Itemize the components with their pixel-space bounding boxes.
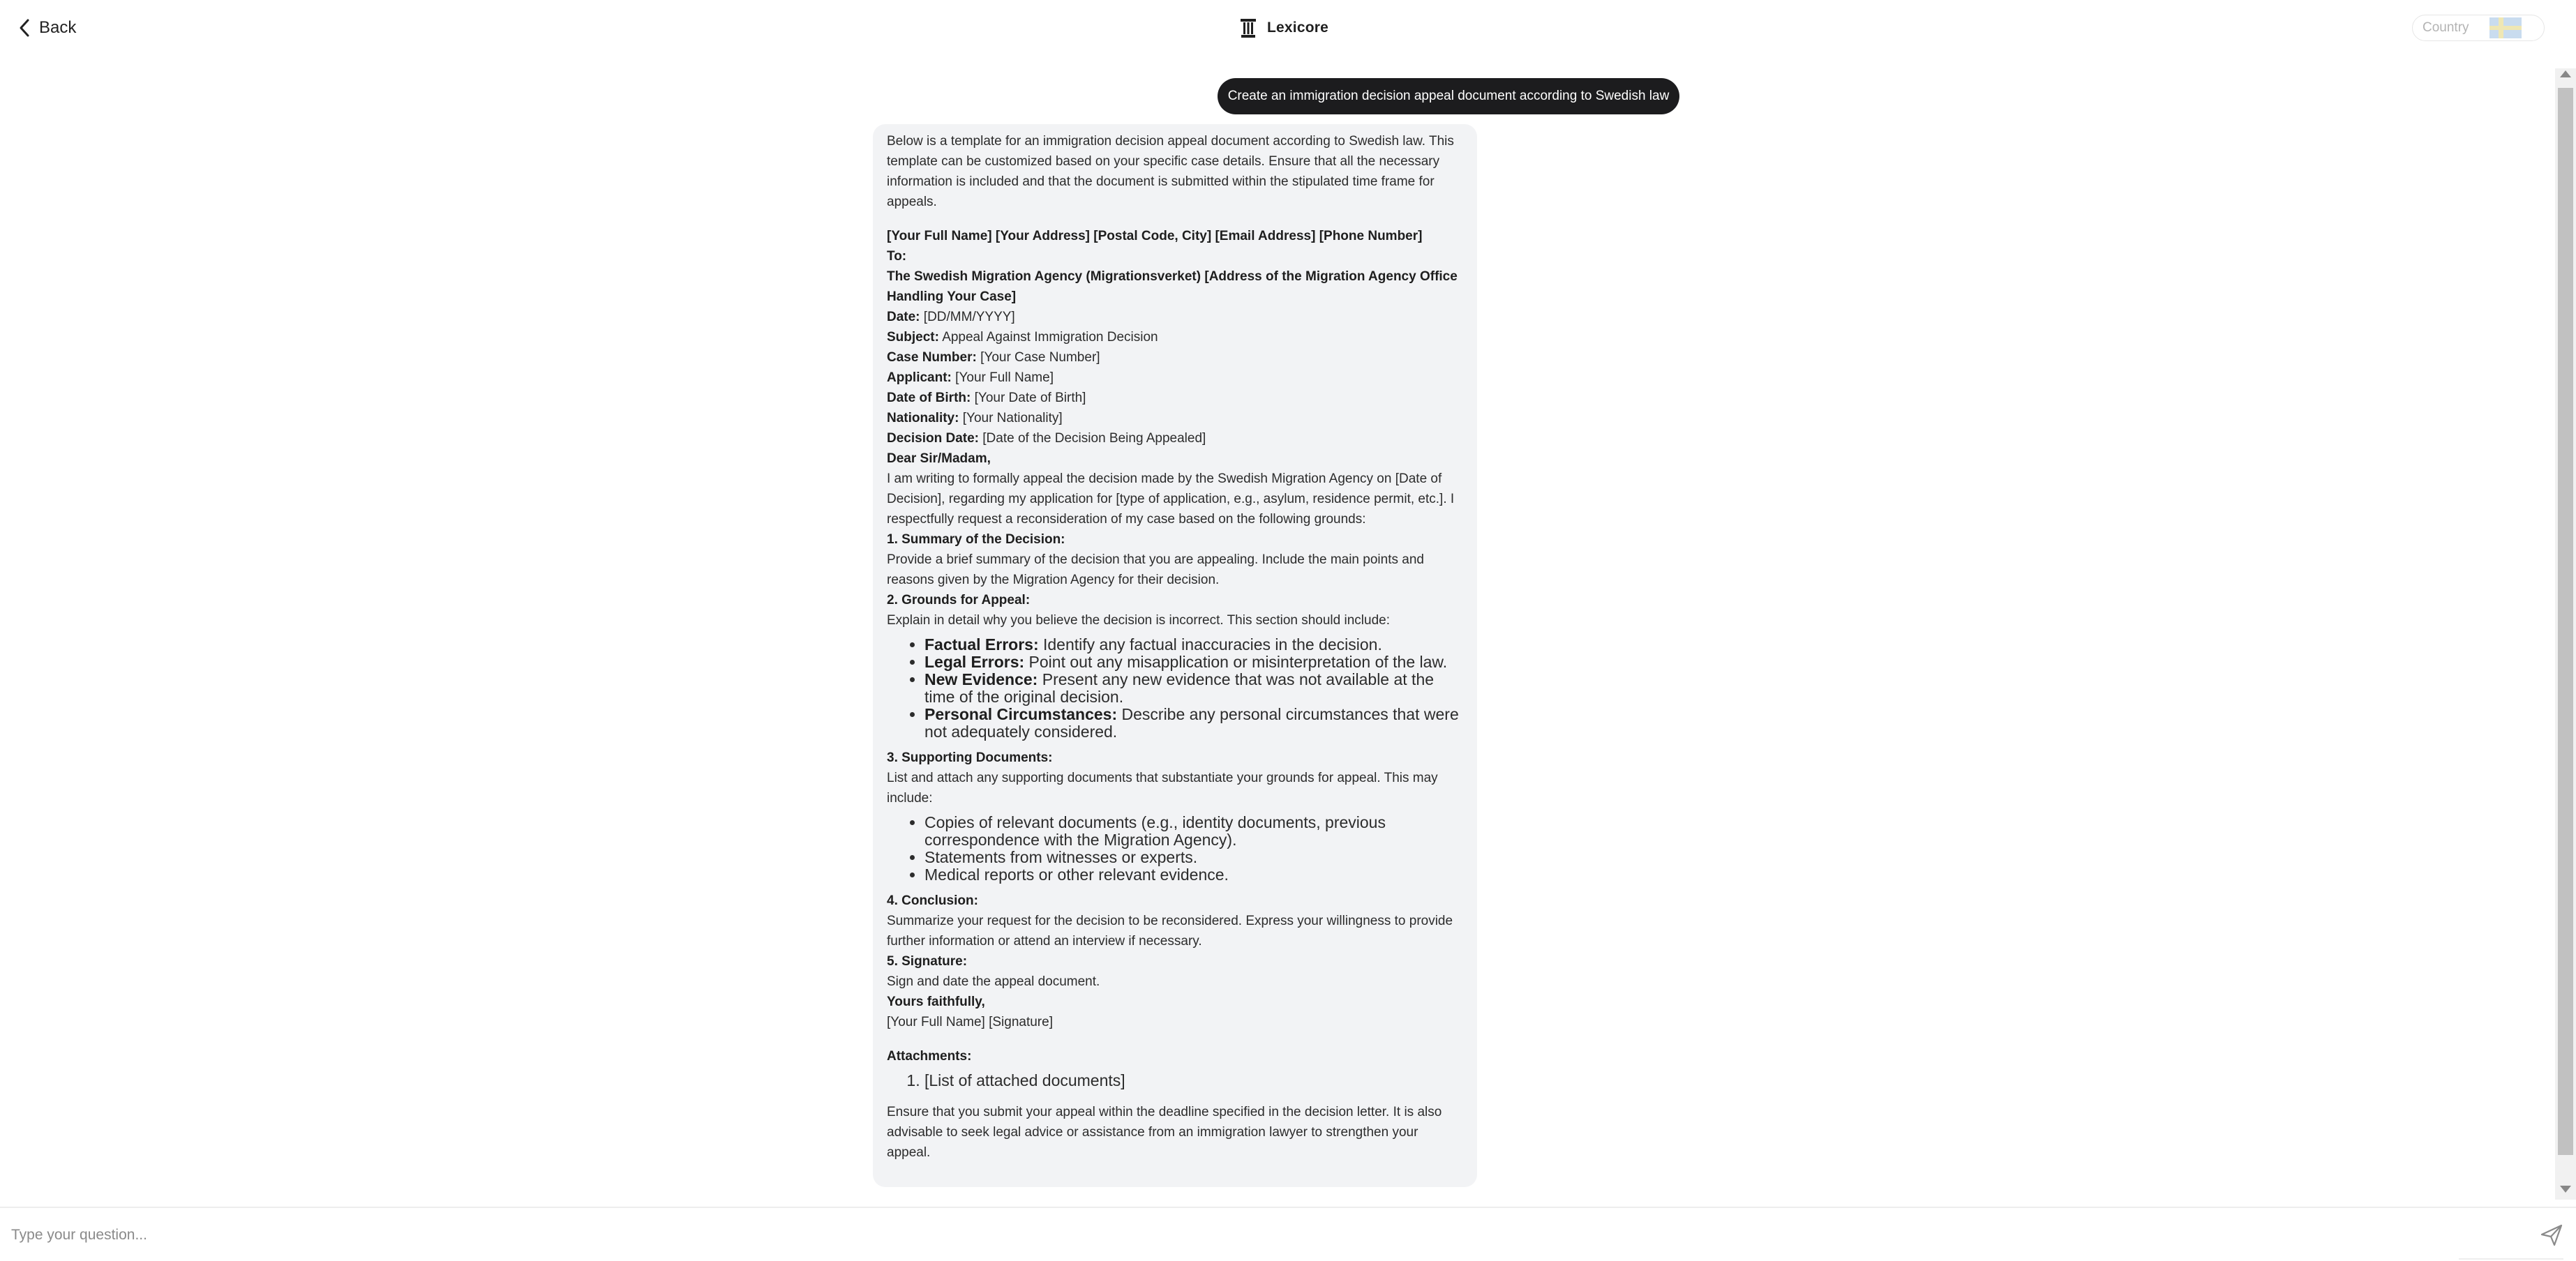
assistant-answer [873, 124, 1477, 1187]
sweden-flag-icon [2489, 17, 2522, 38]
grounds-list [887, 636, 1463, 741]
back-label: Back [39, 18, 77, 37]
field-row: Subject: Appeal Against Immigration Decision [887, 330, 1158, 345]
signature-line: [Your Full Name] [Signature] [887, 1015, 1053, 1029]
section-text: Sign and date the appeal document. [887, 974, 1100, 989]
sender-line: [Your Full Name] [Your Address] [Postal Code, City] [Email Address] [Phone Number] [887, 229, 1423, 243]
attachments-list [887, 1072, 1463, 1089]
list-item: • Legal Errors: Point out any misapplication or misinterpretation of the law. [924, 654, 1463, 671]
salutation: Dear Sir/Madam, [887, 451, 991, 466]
field-row: Nationality: [Your Nationality] [887, 411, 1063, 425]
user-message-bubble: Create an immigration decision appeal document according to Swedish law [1218, 78, 1679, 114]
section-text: Explain in detail why you believe the decision is incorrect. This section should include: [887, 613, 1390, 628]
top-bar [0, 0, 2576, 56]
list-item: • Statements from witnesses or experts. [924, 849, 1463, 866]
list-item: • Personal Circumstances: Describe any personal circumstances that were not adequately considered. [924, 706, 1463, 741]
brand-logo [1239, 15, 1328, 40]
brand-name: Lexicore [1267, 20, 1328, 36]
back-button[interactable] [17, 15, 76, 40]
attachments-title: Attachments: [887, 1049, 972, 1064]
field-row: Decision Date: [Date of the Decision Being Appealed] [887, 431, 1206, 446]
field-row: Applicant: [Your Full Name] [887, 370, 1054, 385]
section-title: 3. Supporting Documents: [887, 750, 1053, 765]
field-row: Date of Birth: [Your Date of Birth] [887, 391, 1086, 405]
list-item: • Copies of relevant documents (e.g., identity documents, previous correspondence with the Migration Agency). [924, 814, 1463, 849]
section-title: 1. Summary of the Decision: [887, 532, 1065, 547]
list-item: 1. [List of attached documents] [924, 1072, 1463, 1089]
section-title: 4. Conclusion: [887, 893, 978, 908]
section-title: 2. Grounds for Appeal: [887, 593, 1031, 607]
opening-paragraph: I am writing to formally appeal the decision made by the Swedish Migration Agency on [Date of Decision], regarding my application for [type of application, e.g., asylum, residence permit, etc.]. I respectfully request a reconsideration of my case based on the following grounds: [887, 471, 1455, 527]
scroll-down-icon[interactable] [2560, 1186, 2571, 1193]
documents-list [887, 814, 1463, 884]
footer-note: Ensure that you submit your appeal within the deadline specified in the decision letter. It is also advisable to seek legal advice or assistance from an immigration lawyer to strengthen your appeal. [887, 1105, 1442, 1160]
field-row: Case Number: [Your Case Number] [887, 350, 1100, 365]
section-text: Summarize your request for the decision to be reconsidered. Express your willingness to provide further information or attend an interview if necessary. [887, 914, 1453, 949]
section-text: List and attach any supporting documents that substantiate your grounds for appeal. This may include: [887, 771, 1438, 806]
question-bar [0, 1207, 2576, 1261]
list-item: • Medical reports or other relevant evidence. [924, 866, 1463, 884]
divider [2459, 1258, 2563, 1260]
chevron-left-icon [17, 17, 33, 39]
field-row: Date: [DD/MM/YYYY] [887, 310, 1015, 324]
section-title: 5. Signature: [887, 954, 968, 969]
question-input[interactable] [10, 1221, 2510, 1250]
list-item: • New Evidence: Present any new evidence that was not available at the time of the original decision. [924, 671, 1463, 706]
answer-intro: Below is a template for an immigration decision appeal document according to Swedish law. This template can be customized based on your specific case details. Ensure that all the necessary information is included and that the document is submitted within the stipulated time frame for appeals. [887, 134, 1454, 209]
recipient: The Swedish Migration Agency (Migrationsverket) [Address of the Migration Agency Office Handling Your Case] [887, 269, 1458, 304]
section-text: Provide a brief summary of the decision that you are appealing. Include the main points and reasons given by the Migration Agency for their decision. [887, 552, 1424, 587]
send-icon[interactable] [2540, 1223, 2563, 1247]
closing: Yours faithfully, [887, 995, 985, 1009]
scroll-up-icon[interactable] [2560, 70, 2571, 77]
country-placeholder: Country [2423, 20, 2469, 35]
country-select[interactable] [2412, 15, 2545, 41]
list-item: • Factual Errors: Identify any factual inaccuracies in the decision. [924, 636, 1463, 654]
scrollbar-thumb[interactable] [2558, 88, 2573, 1155]
chat-area[interactable] [0, 56, 2555, 1207]
to-label: To: [887, 249, 907, 264]
column-logo-icon [1239, 17, 1257, 38]
